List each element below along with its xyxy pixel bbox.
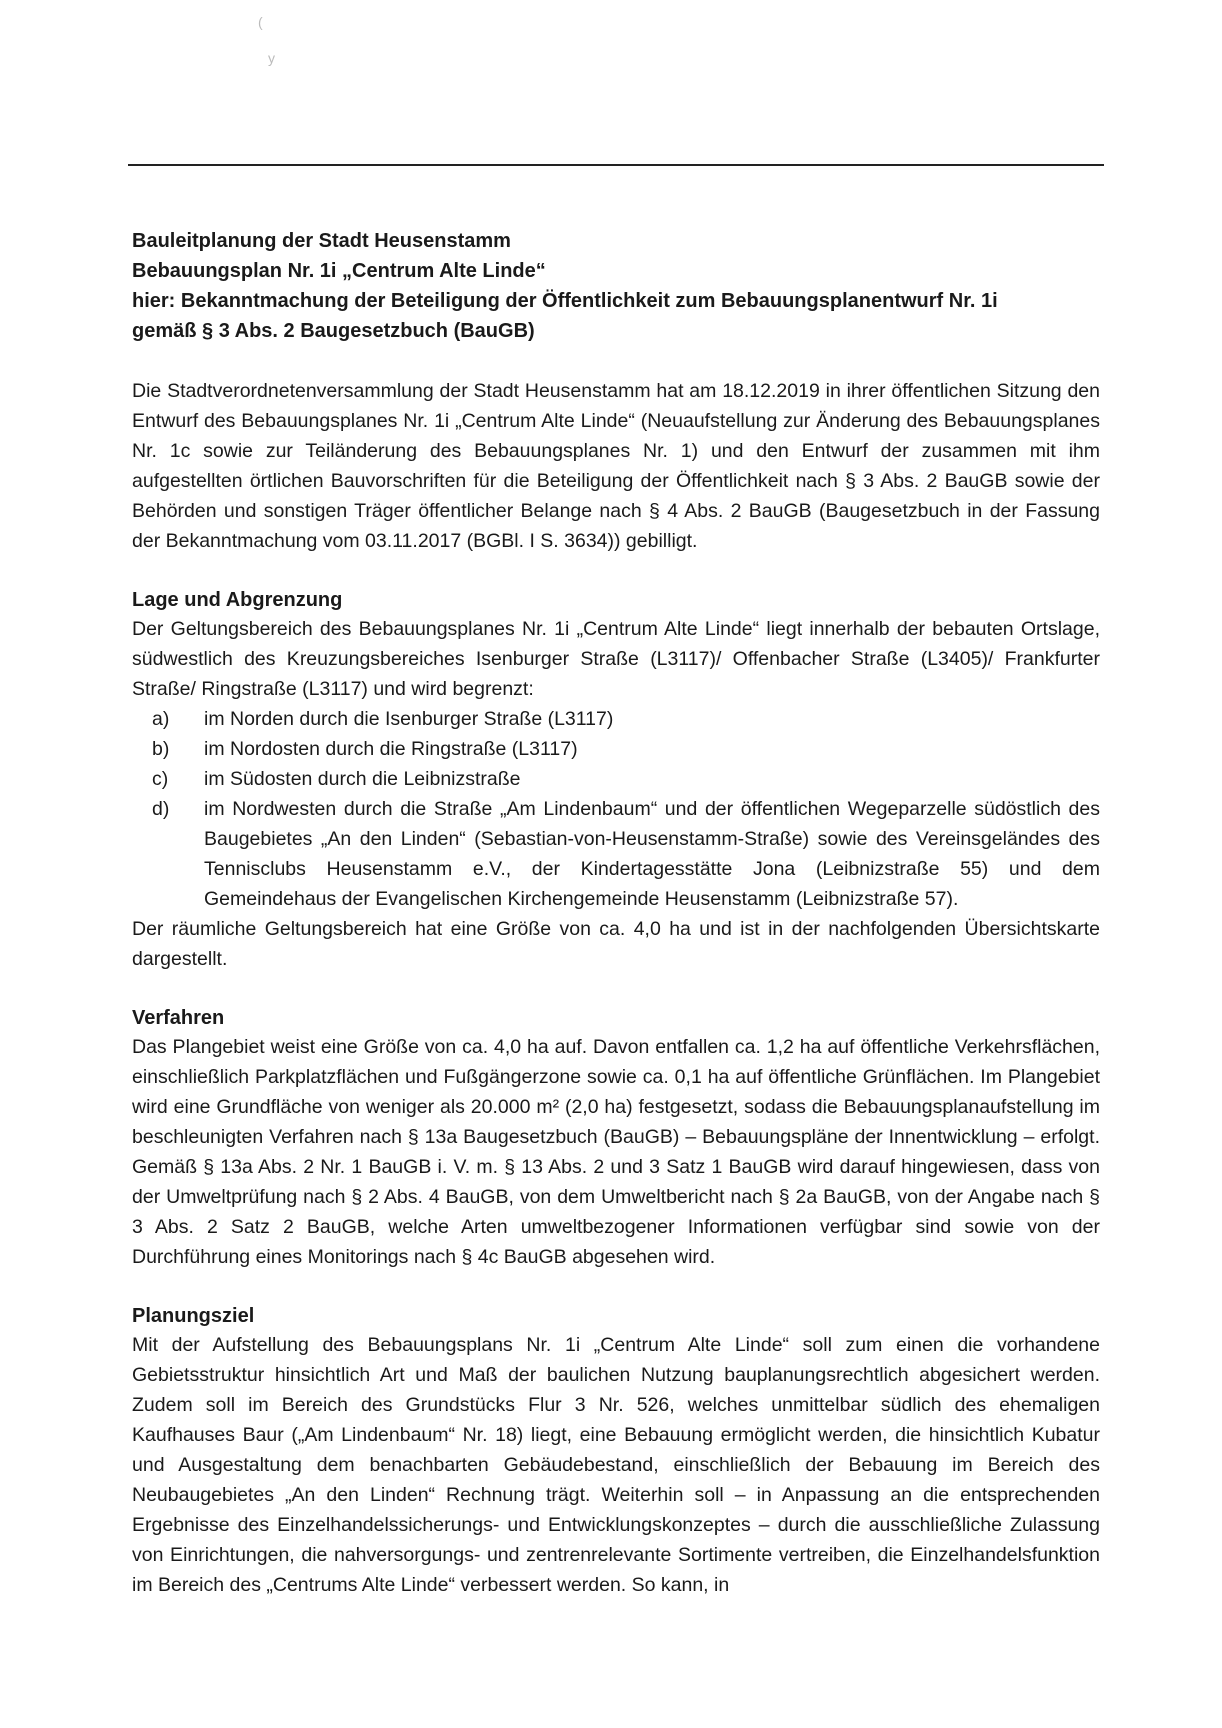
list-marker: c) — [152, 768, 169, 790]
list-marker: a) — [152, 708, 170, 730]
heading-line-1: Bauleitplanung der Stadt Heusenstamm — [132, 230, 511, 252]
section-title-lage: Lage und Abgrenzung — [132, 589, 343, 611]
list-marker: d) — [152, 798, 170, 820]
heading-line-4: gemäß § 3 Abs. 2 Baugesetzbuch (BauGB) — [132, 320, 535, 342]
header-rule — [128, 164, 1104, 166]
document-heading — [132, 226, 1100, 346]
scan-artifact: y — [268, 50, 275, 66]
lage-closing-paragraph: Der räumliche Geltungsbereich hat eine Größe von ca. 4,0 ha und ist in der nachfolgenden Übersichtskarte dargestellt. — [132, 918, 1100, 970]
verfahren-paragraph: Das Plangebiet weist eine Größe von ca. 4,0 ha auf. Davon entfallen ca. 1,2 ha auf öffentliche Verkehrsflächen, einschließlich Parkplatzflächen und Fußgängerzone sowie ca. 0,1 ha auf öffentliche Grünflächen. Im Plangebiet wird eine Grundfläche von weniger als 20.000 m² (2,0 ha) festgesetzt, sodass die Bebauungsplanaufstellung im beschleunigten Verfahren nach § 13a Baugesetzbuch (BauGB) – Bebauungspläne der Innentwicklung – erfolgt. Gemäß § 13a Abs. 2 Nr. 1 BauGB i. V. m. § 13 Abs. 2 und 3 Satz 1 BauGB wird darauf hingewiesen, dass von der Umweltprüfung nach § 2 Abs. 4 BauGB, von dem Umweltbericht nach § 2a BauGB, von der Angabe nach § 3 Abs. 2 Satz 2 BauGB, welche Arten umweltbezogener Informationen verfügbar sind sowie von der Durchführung eines Monitorings nach § 4c BauGB abgesehen wird. — [132, 1036, 1100, 1268]
list-item-text: im Südosten durch die Leibnizstraße — [204, 768, 521, 790]
list-item-text: im Norden durch die Isenburger Straße (L3117) — [204, 708, 614, 730]
section-title-planungsziel: Planungsziel — [132, 1305, 255, 1327]
heading-line-2: Bebauungsplan Nr. 1i „Centrum Alte Linde“ — [132, 260, 546, 282]
heading-line-3: hier: Bekanntmachung der Beteiligung der Öffentlichkeit zum Bebauungsplanentwurf Nr. 1i — [132, 290, 998, 312]
list-item — [132, 794, 1100, 914]
list-item — [132, 734, 1100, 764]
lage-paragraph: Der Geltungsbereich des Bebauungsplanes Nr. 1i „Centrum Alte Linde“ liegt innerhalb der bebauten Ortslage, südwestlich des Kreuzungsbereiches Isenburger Straße (L3117)/ Offenbacher Straße (L3405)/ Frankfurter Straße/ Ringstraße (L3117) und wird begrenzt: — [132, 618, 1100, 700]
document-body — [132, 226, 1100, 1600]
section-title-verfahren: Verfahren — [132, 1007, 225, 1029]
scan-artifact: ( — [258, 14, 263, 30]
list-marker: b) — [152, 738, 170, 760]
list-item-text: im Nordosten durch die Ringstraße (L3117) — [204, 738, 578, 760]
list-item — [132, 704, 1100, 734]
list-item-text: im Nordwesten durch die Straße „Am Lindenbaum“ und der öffentlichen Wegeparzelle südöstlich des Baugebietes „An den Linden“ (Sebastian-von-Heusenstamm-Straße) sowie des Vereinsgeländes des Tennisclubs Heusenstamm e.V., der Kindertagesstätte Jona (Leibnizstraße 55) und dem Gemeindehaus der Evangelischen Kirchengemeinde Heusenstamm (Leibnizstraße 57). — [204, 798, 1100, 910]
boundary-list — [132, 704, 1100, 914]
intro-paragraph: Die Stadtverordnetenversammlung der Stadt Heusenstamm hat am 18.12.2019 in ihrer öffentlichen Sitzung den Entwurf des Bebauungsplanes Nr. 1i „Centrum Alte Linde“ (Neuaufstellung zur Änderung des Bebauungsplanes Nr. 1c sowie zur Teiländerung des Bebauungsplanes Nr. 1) und den Entwurf der zusammen mit ihm aufgestellten örtlichen Bauvorschriften für die Beteiligung der Öffentlichkeit nach § 3 Abs. 2 BauGB sowie der Behörden und sonstigen Träger öffentlicher Belange nach § 4 Abs. 2 BauGB (Baugesetzbuch in der Fassung der Bekanntmachung vom 03.11.2017 (BGBl. I S. 3634)) gebilligt. — [132, 380, 1100, 552]
planungsziel-paragraph: Mit der Aufstellung des Bebauungsplans Nr. 1i „Centrum Alte Linde“ soll zum einen die vorhandene Gebietsstruktur hinsichtlich Art und Maß der baulichen Nutzung bauplanungsrechtlich abgesichert werden. Zudem soll im Bereich des Grundstücks Flur 3 Nr. 526, welches unmittelbar südlich des ehemaligen Kaufhauses Baur („Am Lindenbaum“ Nr. 18) liegt, eine Bebauung ermöglicht werden, die hinsichtlich Kubatur und Ausgestaltung dem benachbarten Gebäudebestand, einschließlich der Bebauung im Bereich des Neubaugebietes „An den Linden“ Rechnung trägt. Weiterhin soll – in Anpassung an die entsprechenden Ergebnisse des Einzelhandelssicherungs- und Entwicklungskonzeptes – durch die ausschließliche Zulassung von Einrichtungen, die nahversorgungs- und zentrenrelevante Sortimente vertreiben, die Einzelhandelsfunktion im Bereich des „Centrums Alte Linde“ verbessert werden. So kann, in — [132, 1334, 1100, 1596]
list-item — [132, 764, 1100, 794]
